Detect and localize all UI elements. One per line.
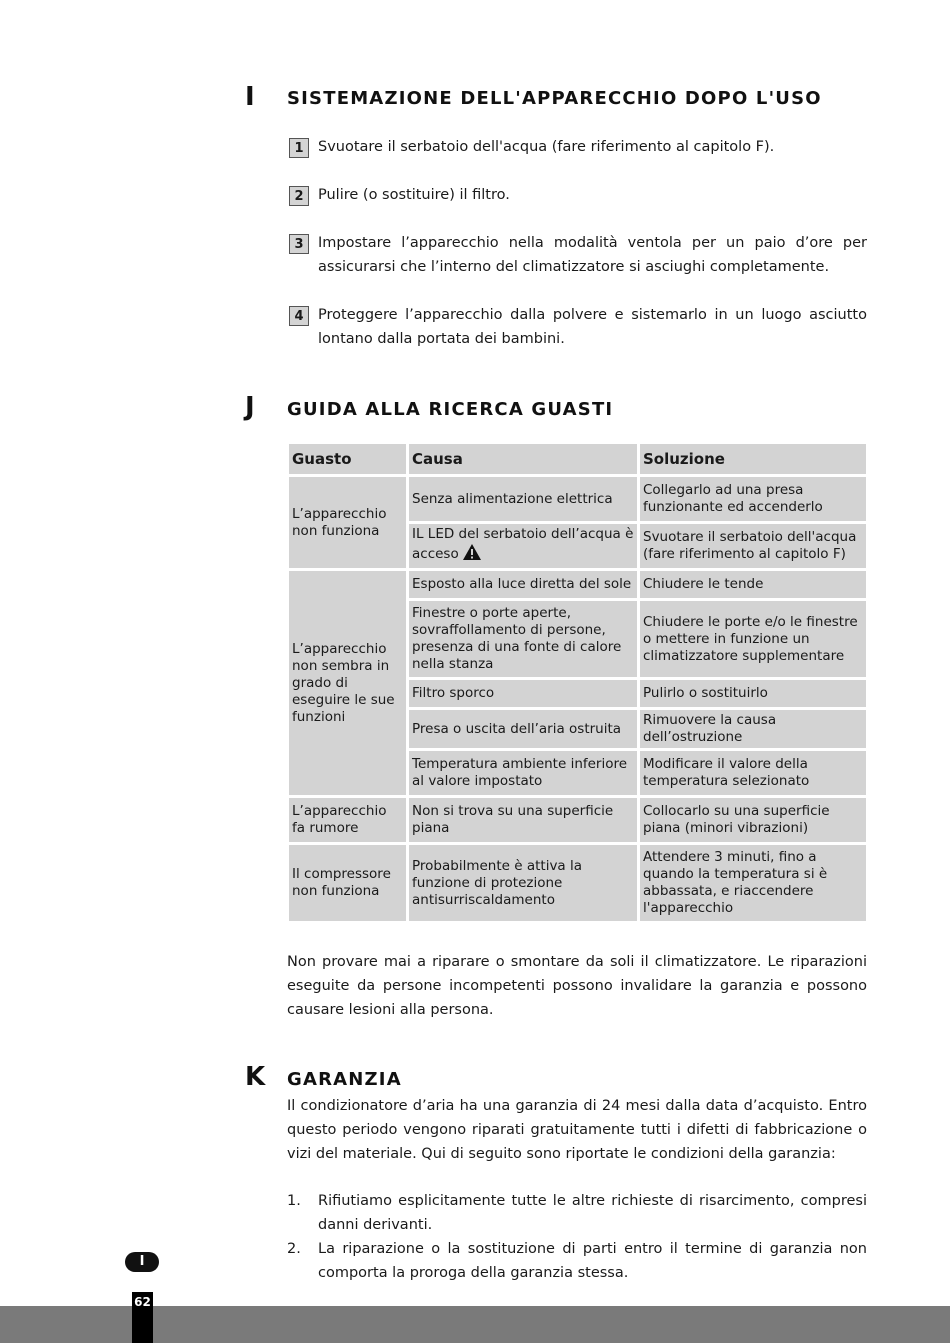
- solution-cell: Chiudere le tende: [640, 571, 866, 598]
- solution-cell: Collocarlo su una superficie piana (minori vibrazioni): [640, 798, 866, 842]
- step-number: 1: [289, 138, 309, 158]
- step-text: Impostare l’apparecchio nella modalità ventola per un paio d’ore per assicurarsi che l’interno del climatizzatore si asciughi completamente.: [318, 235, 867, 275]
- troubleshooting-table: [286, 441, 869, 924]
- warning-paragraph: Non provare mai a riparare o smontare da soli il climatizzatore. Le riparazioni eseguite da persone incompetenti possono invalidare la garanzia e possono causare lesioni alla persona.: [287, 954, 867, 1018]
- section-title-j: GUIDA ALLA RICERCA GUASTI: [287, 399, 614, 420]
- cause-cell: Senza alimentazione elettrica: [409, 477, 637, 521]
- warning-triangle-icon: [462, 543, 482, 566]
- fault-cell: L’apparecchio non sembra in grado di eseguire le sue funzioni: [289, 571, 406, 795]
- list-text: La riparazione o la sostituzione di parti entro il termine di garanzia non comporta la proroga della garanzia stessa.: [318, 1241, 867, 1281]
- step-text: Pulire (o sostituire) il filtro.: [318, 187, 510, 203]
- solution-cell: Chiudere le porte e/o le finestre o mettere in funzione un climatizzatore supplementare: [640, 601, 866, 677]
- step-text: Proteggere l’apparecchio dalla polvere e sistemarlo in un luogo asciutto lontano dalla portata dei bambini.: [318, 307, 867, 347]
- cause-cell: Temperatura ambiente inferiore al valore impostato: [409, 751, 637, 795]
- solution-cell: Pulirlo o sostituirlo: [640, 680, 866, 707]
- fault-cell: Il compressore non funziona: [289, 845, 406, 921]
- solution-cell: Modificare il valore della temperatura selezionato: [640, 751, 866, 795]
- language-badge: I: [125, 1252, 159, 1272]
- warranty-intro: Il condizionatore d’aria ha una garanzia di 24 mesi dalla data d’acquisto. Entro questo periodo vengono riparati gratuitamente tutti i difetti di fabbricazione o vizi del materiale. Qui di seguito sono riportate le condizioni della garanzia:: [287, 1098, 867, 1162]
- fault-cell: L’apparecchio fa rumore: [289, 798, 406, 842]
- cause-cell: Esposto alla luce diretta del sole: [409, 571, 637, 598]
- solution-cell: Rimuovere la causa dell’ostruzione: [640, 710, 866, 748]
- section-title-i: SISTEMAZIONE DELL'APPARECCHIO DOPO L'USO: [287, 88, 822, 109]
- section-letter-i: I: [245, 82, 255, 112]
- header-guasto: Guasto: [289, 444, 406, 474]
- section-letter-k: K: [245, 1062, 266, 1092]
- fault-cell: L’apparecchio non funziona: [289, 477, 406, 568]
- solution-cell: Svuotare il serbatoio dell'acqua (fare riferimento al capitolo F): [640, 524, 866, 568]
- cause-cell: Filtro sporco: [409, 680, 637, 707]
- table-header-row: [289, 444, 866, 474]
- solution-cell: Collegarlo ad una presa funzionante ed accenderlo: [640, 477, 866, 521]
- cause-cell: Presa o uscita dell’aria ostruita: [409, 710, 637, 748]
- list-number: 1.: [287, 1193, 301, 1209]
- cause-cell: [409, 524, 637, 568]
- cause-cell: Non si trova su una superficie piana: [409, 798, 637, 842]
- table-row: [289, 845, 866, 921]
- section-letter-j: J: [245, 392, 255, 422]
- step-number: 4: [289, 306, 309, 326]
- table-row: [289, 477, 866, 521]
- cause-cell: Finestre o porte aperte, sovraffollamento di persone, presenza di una fonte di calore nella stanza: [409, 601, 637, 677]
- step-text: Svuotare il serbatoio dell'acqua (fare riferimento al capitolo F).: [318, 139, 775, 155]
- step-number: 3: [289, 234, 309, 254]
- list-text: Rifiutiamo esplicitamente tutte le altre richieste di risarcimento, compresi danni derivanti.: [318, 1193, 867, 1233]
- cause-text: IL LED del serbatoio dell’acqua è acceso: [412, 526, 634, 562]
- solution-cell: Attendere 3 minuti, fino a quando la temperatura si è abbassata, e riaccendere l'apparecchio: [640, 845, 866, 921]
- header-causa: Causa: [409, 444, 637, 474]
- list-number: 2.: [287, 1241, 301, 1257]
- step-number: 2: [289, 186, 309, 206]
- cause-cell: Probabilmente è attiva la funzione di protezione antisurriscaldamento: [409, 845, 637, 921]
- section-title-k: GARANZIA: [287, 1069, 402, 1090]
- page-number: 62: [132, 1292, 153, 1343]
- header-soluzione: Soluzione: [640, 444, 866, 474]
- table-row: [289, 798, 866, 842]
- table-row: [289, 571, 866, 598]
